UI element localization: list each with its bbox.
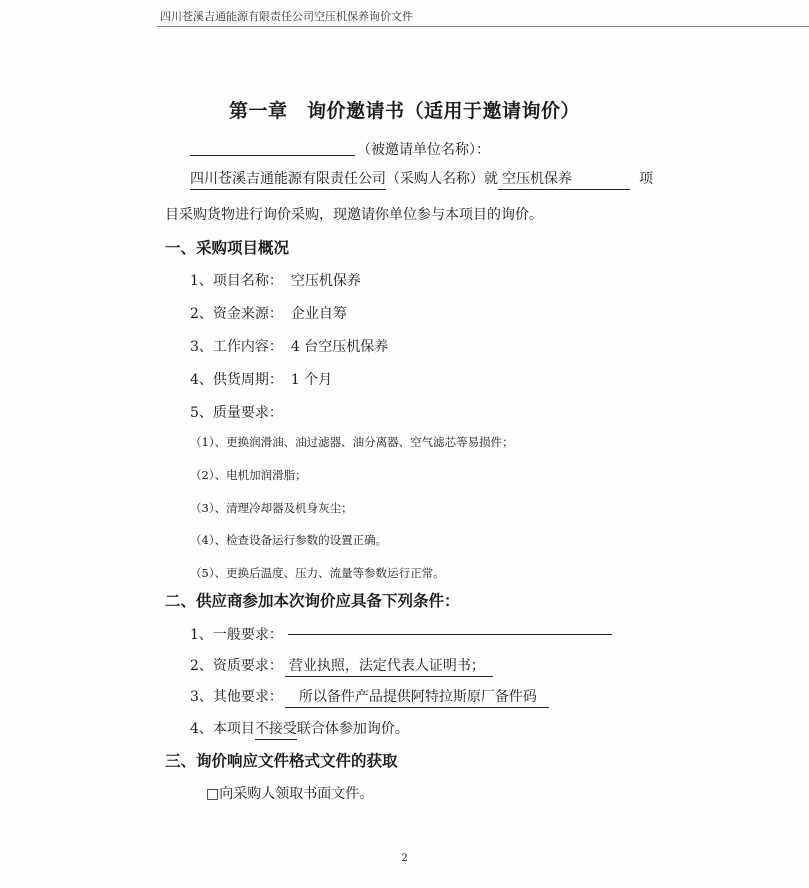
item-work-content: 3、工作内容： 4 台空压机保养 [190, 339, 389, 355]
project-name: 空压机保养 [498, 171, 630, 190]
quality-item-3: （3）、清理冷却器及机身灰尘； [190, 501, 353, 515]
consortium-mark: 不接受 [255, 721, 297, 740]
page-number: 2 [401, 853, 408, 864]
item-fund-source: 2、资金来源： 企业自筹 [190, 306, 347, 322]
purchaser-note: （采购人名称）就 [386, 171, 498, 187]
qualification-requirement: 2、资质要求： 营业执照，法定代表人证明书； [190, 655, 493, 677]
section1-heading: 一、采购项目概况 [165, 239, 290, 257]
quality-item-4: （4）、检查设备运行参数的设置正确。 [190, 533, 388, 547]
chapter-title: 第一章 询价邀请书（适用于邀请询价） [228, 100, 580, 122]
intro-line-2: 目采购货物进行询价采购，现邀请你单位参与本项目的询价。 [165, 207, 543, 223]
item-project-name: 1、项目名称： 空压机保养 [190, 273, 361, 289]
general-requirement-label: 1、一般要求： [190, 627, 283, 643]
running-header: 四川苍溪吉通能源有限责任公司空压机保养询价文件 [160, 10, 413, 23]
other-value: 所以备件产品提供阿特拉斯原厂备件码 [285, 689, 549, 708]
quality-item-2: （2）、电机加润滑脂； [190, 468, 307, 482]
item-supply-period: 4、供货周期： 1 个月 [190, 372, 333, 388]
other-requirement: 3、其他要求： 所以备件产品提供阿特拉斯原厂备件码 [190, 686, 549, 708]
section3-heading: 三、询价响应文件格式文件的获取 [165, 752, 398, 770]
qualification-value: 营业执照，法定代表人证明书； [285, 658, 493, 677]
consortium-clause: 4、本项目不接受联合体参加询价。 [190, 718, 409, 740]
item-quality: 5、质量要求： [190, 405, 283, 421]
invitee-blank-line [190, 155, 355, 156]
quality-item-5: （5）、更换后温度、压力、流量等参数运行正常。 [190, 566, 445, 580]
quality-item-1: （1）、更换润滑油、油过滤器、油分离器、空气滤芯等易损件； [190, 435, 514, 449]
header-rule [157, 26, 809, 27]
general-requirement-blank [288, 634, 612, 635]
intro-line-1 [190, 168, 630, 190]
file-acquisition-option: □向采购人领取书面文件。 [206, 786, 374, 802]
invitee-label: （被邀请单位名称）： [357, 142, 490, 158]
intro-suffix: 项 [639, 171, 653, 187]
purchaser-name: 四川苍溪吉通能源有限责任公司 [190, 171, 386, 190]
section2-heading: 二、供应商参加本次询价应具备下列条件： [165, 592, 460, 610]
